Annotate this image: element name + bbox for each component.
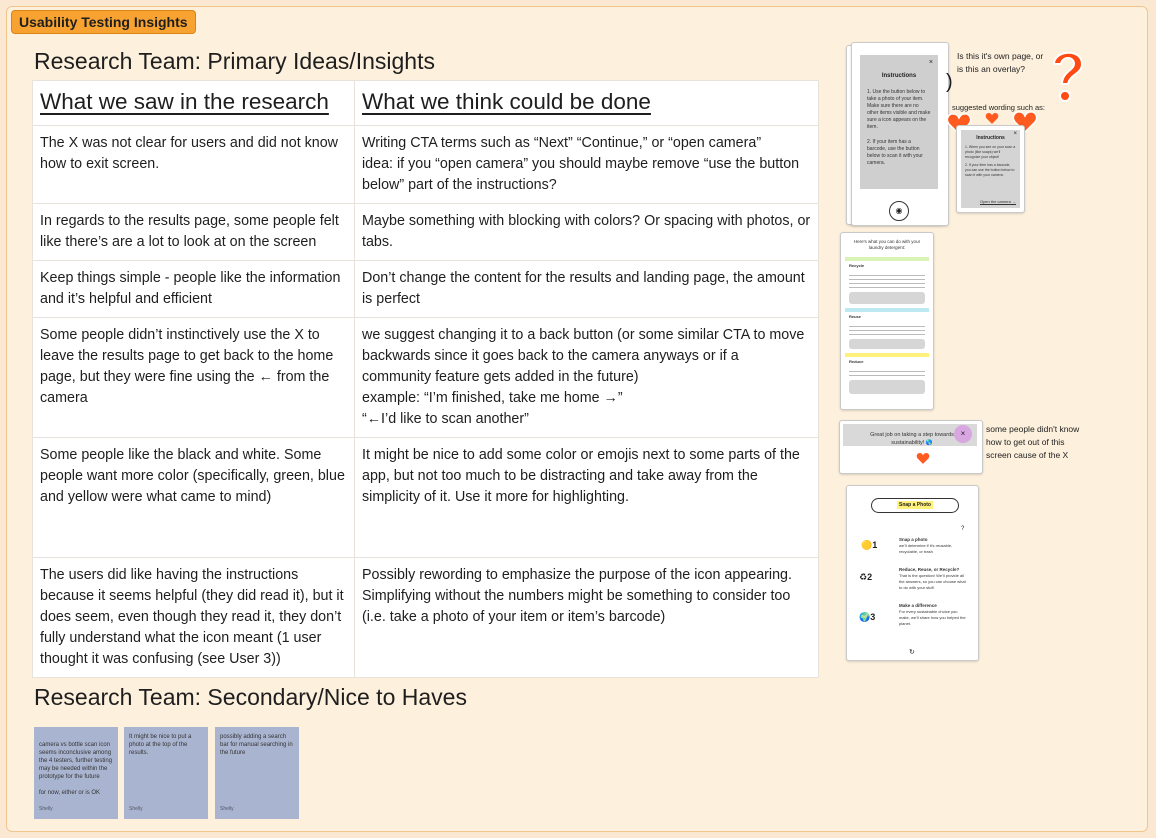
- sticky-note[interactable]: [215, 727, 299, 819]
- table-row: [33, 204, 819, 261]
- header-research: What we saw in the research: [33, 81, 355, 126]
- table-header-row: [33, 81, 819, 126]
- close-icon: ×: [1013, 131, 1017, 137]
- help-icon[interactable]: ?: [961, 526, 965, 532]
- results-screen[interactable]: [840, 232, 934, 410]
- paren-glyph: ): [946, 71, 953, 93]
- step-number-2: ♻2: [859, 572, 873, 582]
- table-row: [33, 438, 819, 558]
- instructions-screen[interactable]: [851, 42, 949, 226]
- table-row: [33, 261, 819, 318]
- table-cell: we suggest changing it to a back button (or some similar CTA to move backwards since it goes back to the camera anyways or if a community feature gets added in the future) example: “I’m finished, take me home →” “←I’d like to scan another”: [355, 318, 819, 438]
- alt-instructions-overlay: [961, 130, 1020, 208]
- recycle-text: [849, 272, 925, 290]
- sticky-author: Shelly: [39, 806, 53, 812]
- close-icon[interactable]: ×: [928, 59, 933, 66]
- suggested-wording-note: suggested wording such as:: [952, 103, 1045, 112]
- table-cell: In regards to the results page, some people felt like there’s are a lot to look at on the screen: [33, 204, 355, 261]
- instructions-overlay: [860, 55, 938, 189]
- sticky-author: Shelly: [220, 806, 234, 812]
- step-number-3: 🌍3: [859, 612, 876, 622]
- sticky-text: possibly adding a search bar for manual searching in the future: [220, 734, 293, 756]
- table-cell: Some people didn’t instinctively use the X to leave the results page to get back to the home page, but they were fine using the ← from the camera: [33, 318, 355, 438]
- alt-step: 1. When you see on your scan a photo (like soaps) we'll recognize your object!: [965, 145, 1016, 159]
- step-text: we'll determine if it's reusable, recyclable, or trash: [899, 543, 953, 554]
- table-cell: It might be nice to add some color or emojis next to some parts of the app, but not too much to be distracting and take away from the simplicity of it. Use it more for highlighting.: [355, 438, 819, 558]
- sticky-author: Shelly: [129, 806, 143, 812]
- step-3: [899, 602, 969, 627]
- heart-icon: [916, 452, 930, 465]
- recycle-label: Recycle: [849, 263, 865, 268]
- table-row: [33, 126, 819, 204]
- exit-note: some people didn't know how to get out of this screen cause of the X: [986, 424, 1080, 460]
- home-screen[interactable]: [846, 485, 979, 661]
- step-title: Make a difference: [899, 603, 937, 608]
- alt-step: 2. If your item has a barcode, you can use the button below to scan it with your camera.: [965, 163, 1015, 177]
- primary-title: Research Team: Primary Ideas/Insights: [34, 48, 435, 74]
- step-1: [899, 536, 969, 555]
- question-mark-icon: [1044, 46, 1090, 106]
- sticky-text: It might be nice to put a photo at the top of the results.: [129, 734, 192, 756]
- table-cell: The users did like having the instructions because it seems helpful (they did read it), but it does seem, even though they read it, they don’t fully understand what the icon meant (1 user thought it was confusing (see User 3)): [33, 558, 355, 678]
- camera-icon[interactable]: ◉: [889, 201, 909, 221]
- reuse-text: [849, 323, 925, 337]
- table-cell: Maybe something with blocking with colors? Or spacing with photos, or tabs.: [355, 204, 819, 261]
- reduce-label: Reduce: [849, 359, 864, 364]
- snap-photo-label: Snap a Photo: [899, 502, 931, 508]
- sticky-note[interactable]: [34, 727, 118, 819]
- instructions-step: 1. Use the button below to take a photo of your item. Make sure there are no other items visible and make sure a icon appears on the item.: [867, 89, 931, 130]
- alt-instructions-card: [956, 125, 1025, 213]
- table-row: [33, 558, 819, 678]
- results-heading: Here's what you can do with your laundry detergent:: [853, 239, 921, 250]
- reduce-tip: [849, 380, 925, 394]
- overlay-question-note: Is this it's own page, or is this an overlay?: [957, 51, 1044, 74]
- alt-instructions-title: Instructions: [976, 135, 1005, 141]
- heart-icon: [985, 112, 999, 125]
- table-cell: Writing CTA terms such as “Next” “Continue,” or “open camera” idea: if you “open camera” you should maybe remove “use the button below” part of the instructions?: [355, 126, 819, 204]
- step-title: Snap a photo: [899, 537, 928, 542]
- sticky-text: camera vs bottle scan icon seems inconclusive among the 4 testers, further testing may be needed within the prototype for the future for now, either or is OK: [39, 742, 113, 796]
- header-actions: What we think could be done: [355, 81, 819, 126]
- table-cell: The X was not clear for users and did not know how to exit screen.: [33, 126, 355, 204]
- open-camera-link: Open the camera →: [979, 199, 1016, 204]
- close-icon[interactable]: ×: [954, 425, 972, 443]
- sticky-note[interactable]: [124, 727, 208, 819]
- table-cell: Some people like the black and white. Some people want more color (specifically, green, blue and yellow were what came to mind): [33, 438, 355, 558]
- step-text: For every sustainable choice you make, we'll share how you helped the planet.: [899, 609, 966, 626]
- reduce-text: [849, 368, 925, 378]
- table-cell: Keep things simple - people like the information and it’s helpful and efficient: [33, 261, 355, 318]
- instructions-title: Instructions: [881, 73, 917, 79]
- reuse-tip: [849, 339, 925, 349]
- recycle-tip: [849, 292, 925, 304]
- section-label[interactable]: Usability Testing Insights: [11, 10, 196, 34]
- instructions-step: 2. If your item has a barcode, use the button below to scan it with your camera.: [867, 139, 923, 166]
- table-cell: Possibly rewording to emphasize the purpose of the icon appearing. Simplifying without the numbers might be something to consider too (i.e. take a photo of your item or item’s barcode): [355, 558, 819, 678]
- reuse-label: Reuse: [849, 314, 862, 319]
- table-cell: Don’t change the content for the results and landing page, the amount is perfect: [355, 261, 819, 318]
- insights-table: [32, 80, 819, 678]
- spinner-icon: ↻: [909, 649, 915, 656]
- step-title: Reduce, Reuse, or Recycle?: [899, 567, 960, 572]
- step-number-1: 🟡1: [861, 540, 878, 550]
- congrats-text: Great job on taking a step towards sustainability! 🌎: [870, 432, 954, 446]
- snap-photo-button[interactable]: [871, 498, 959, 513]
- congrats-banner[interactable]: [839, 420, 983, 474]
- table-row: [33, 318, 819, 438]
- step-2: [899, 566, 969, 591]
- secondary-title: Research Team: Secondary/Nice to Haves: [34, 684, 467, 710]
- step-text: That is the question! We'll provide all the answers, so you can choose what to do with your stuff.: [899, 573, 966, 590]
